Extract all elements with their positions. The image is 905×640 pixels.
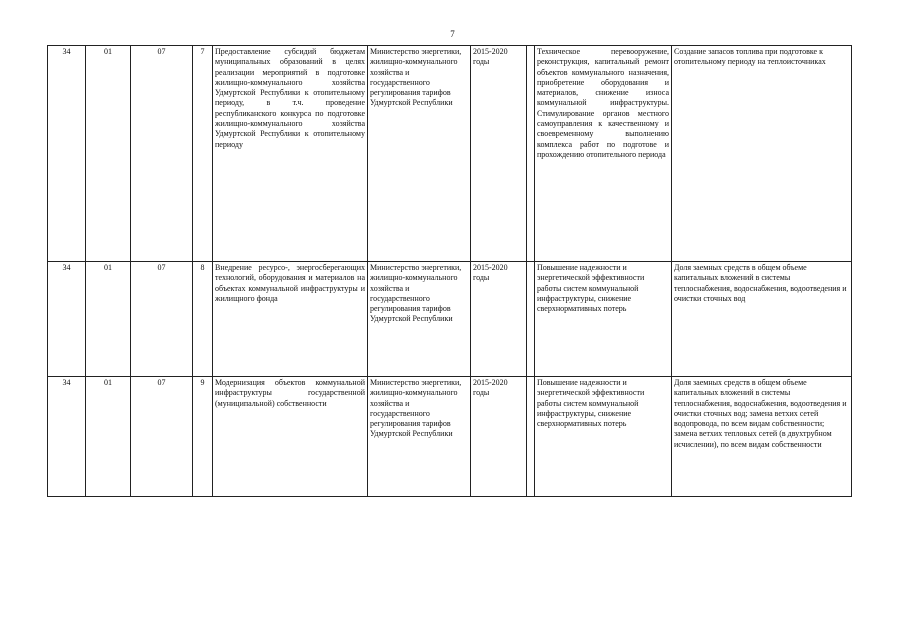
- code-cell: 01: [86, 262, 131, 377]
- indicator-cell: Доля заемных средств в общем объеме капитальных вложений в системы теплоснабжения, водоснабжения, водоотведения и очистки сточных вод: [672, 262, 852, 377]
- indicator-cell: Доля заемных средств в общем объеме капитальных вложений в системы теплоснабжения, водоснабжения, водоотведения и очистки сточных вод; замена ветхих сетей водопровода, по всем видам собственности; замена ветхих тепловых сетей (в двухтрубном исчислении), по всем видам собственности: [672, 377, 852, 497]
- measure-description: Внедрение ресурсо-, энергосберегающих технологий, оборудования и материалов на объектах коммунальной инфраструктуры и жилищного фонда: [213, 262, 368, 377]
- code-cell: 34: [48, 46, 86, 262]
- executor-cell: Министерство энергетики, жилищно-коммунального хозяйства и государственного регулирования тарифов Удмуртской Республики: [368, 377, 471, 497]
- expected-result: Повышение надежности и энергетической эффективности работы систем коммунальной инфраструктуры, снижение сверхнормативных потерь: [535, 262, 672, 377]
- expected-result: Повышение надежности и энергетической эффективности работы систем коммунальной инфраструктуры, снижение сверхнормативных потерь: [535, 377, 672, 497]
- table-row: [48, 262, 852, 377]
- period-cell: 2015-2020 годы: [471, 262, 527, 377]
- code-cell: 8: [193, 262, 213, 377]
- code-cell: 07: [131, 46, 193, 262]
- table-row: [48, 377, 852, 497]
- expected-result: Техническое перевооружение, реконструкция, капитальный ремонт объектов коммунального назначения, приобретение оборудования и материалов, снижение износа коммунальной инфраструктуры. Стимулирование органов местного самоуправления к качественному и своевременному выполнению комплекса работ по подготове и прохождению отопительного периода: [535, 46, 672, 262]
- measure-description: Модернизация объектов коммунальной инфраструктуры государственной (муниципальной) собственности: [213, 377, 368, 497]
- code-cell: 01: [86, 46, 131, 262]
- table-row: [48, 46, 852, 262]
- blank-cell: [527, 46, 535, 262]
- program-table: [47, 45, 852, 497]
- blank-cell: [527, 262, 535, 377]
- code-cell: 7: [193, 46, 213, 262]
- code-cell: 07: [131, 262, 193, 377]
- executor-cell: Министерство энергетики, жилищно-коммунального хозяйства и государственного регулирования тарифов Удмуртской Республики: [368, 262, 471, 377]
- code-cell: 34: [48, 377, 86, 497]
- blank-cell: [527, 377, 535, 497]
- period-cell: 2015-2020 годы: [471, 46, 527, 262]
- measure-description: Предоставление субсидий бюджетам муниципальных образований в целях реализации мероприятий в подготовке жилищно-коммунального хозяйства Удмуртской Республики к отопительному периоду, в т.ч. проведение республиканского конкурса по подготовке жилищно-коммунального хозяйства Удмуртской Республики к отопительному периоду: [213, 46, 368, 262]
- indicator-cell: Создание запасов топлива при подготовке к отопительному периоду на теплоисточниках: [672, 46, 852, 262]
- executor-cell: Министерство энергетики, жилищно-коммунального хозяйства и государственного регулирования тарифов Удмуртской Республики: [368, 46, 471, 262]
- code-cell: 34: [48, 262, 86, 377]
- period-cell: 2015-2020 годы: [471, 377, 527, 497]
- code-cell: 9: [193, 377, 213, 497]
- page-number: 7: [450, 29, 455, 39]
- code-cell: 01: [86, 377, 131, 497]
- code-cell: 07: [131, 377, 193, 497]
